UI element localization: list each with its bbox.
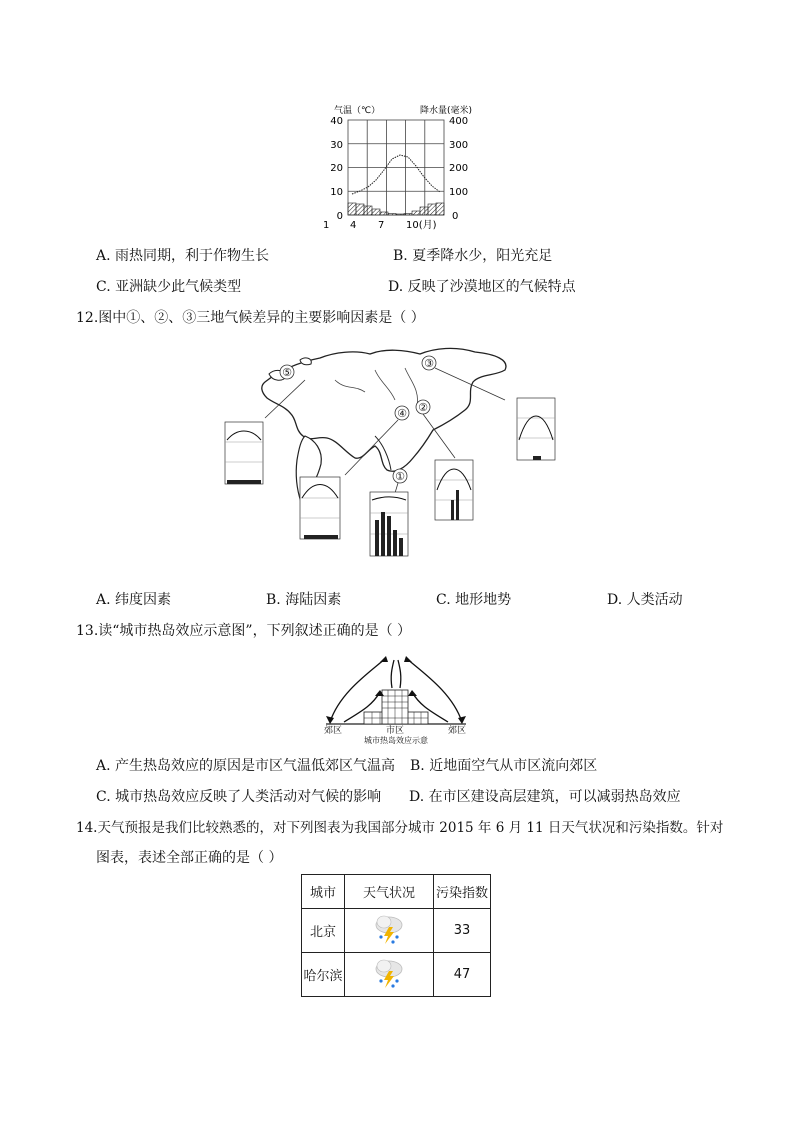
- q12-stem: 12.图中①、②、③三地气候差异的主要影响因素是（ ）: [76, 310, 425, 326]
- diagram-caption: 城市热岛效应示意: [364, 736, 428, 744]
- weather-cell: [345, 909, 434, 953]
- left-tick: 30: [330, 140, 343, 151]
- x-tick: 10(月): [406, 220, 437, 230]
- map-marker-2: ②: [418, 401, 428, 414]
- q12-option-c[interactable]: C. 地形地势: [436, 592, 512, 608]
- pollution-index-cell: 33: [434, 909, 491, 953]
- x-tick: 4: [350, 220, 357, 230]
- right-tick: 0: [452, 211, 459, 222]
- left-tick: 40: [330, 116, 343, 127]
- q11-climate-chart: [322, 102, 482, 230]
- q11-option-a[interactable]: A. 雨热同期，利于作物生长: [96, 248, 270, 264]
- q12-option-a[interactable]: A. 纬度因素: [96, 592, 172, 608]
- q13-option-c[interactable]: C. 城市热岛效应反映了人类活动对气候的影响: [96, 789, 382, 805]
- city-cell: 北京: [302, 909, 345, 953]
- pollution-index-cell: 47: [434, 953, 491, 997]
- q13-option-b[interactable]: B. 近地面空气从市区流向郊区: [410, 758, 598, 774]
- q14-stem-line2: 图表，表述全部正确的是（ ）: [96, 850, 283, 866]
- q14-stem-line1: 14.天气预报是我们比较熟悉的，对下列图表为我国部分城市 2015 年 6 月 11 日天气状况和污染指数。针对: [76, 820, 724, 836]
- q12-option-d[interactable]: D. 人类活动: [607, 592, 683, 608]
- weather-cell: [345, 953, 434, 997]
- q11-option-b[interactable]: B. 夏季降水少，阳光充足: [393, 248, 553, 264]
- right-tick: 300: [449, 140, 469, 151]
- q13-option-a[interactable]: A. 产生热岛效应的原因是市区气温低郊区气温高: [96, 758, 396, 774]
- map-marker-3: ③: [424, 357, 434, 370]
- right-tick: 200: [449, 163, 469, 174]
- map-marker-1: ①: [395, 470, 405, 483]
- header-city: 城市: [302, 875, 345, 909]
- diagram-label-suburb-left: 郊区: [324, 726, 343, 736]
- left-tick: 20: [330, 163, 343, 174]
- q11-option-c[interactable]: C. 亚洲缺少此气候类型: [96, 279, 242, 295]
- q12-world-map-figure: [205, 340, 585, 565]
- city-cell: 哈尔滨: [302, 953, 345, 997]
- thunderstorm-icon: [372, 913, 406, 945]
- q14-weather-table: [301, 874, 491, 997]
- right-tick: 100: [449, 187, 469, 198]
- left-tick: 0: [336, 211, 343, 222]
- right-axis-title: 降水量(毫米): [420, 106, 473, 116]
- diagram-label-suburb-right: 郊区: [448, 726, 467, 736]
- left-axis-title: 气温（℃）: [334, 106, 381, 116]
- q11-option-d[interactable]: D. 反映了沙漠地区的气候特点: [388, 279, 576, 295]
- q13-heat-island-diagram: [320, 652, 472, 744]
- q12-option-b[interactable]: B. 海陆因素: [266, 592, 342, 608]
- q13-option-d[interactable]: D. 在市区建设高层建筑，可以减弱热岛效应: [409, 789, 681, 805]
- q13-stem: 13.读“城市热岛效应示意图”，下列叙述正确的是（ ）: [76, 623, 412, 639]
- right-tick: 400: [449, 116, 469, 127]
- map-marker-5: ⑤: [282, 366, 292, 379]
- x-tick: 1: [323, 220, 330, 230]
- x-tick: 7: [378, 220, 385, 230]
- table-row: [302, 953, 491, 997]
- table-header-row: [302, 875, 491, 909]
- table-row: [302, 909, 491, 953]
- header-weather: 天气状况: [345, 875, 434, 909]
- map-marker-4: ④: [397, 407, 407, 420]
- diagram-label-city: 市区: [386, 726, 405, 736]
- left-tick: 10: [330, 187, 343, 198]
- thunderstorm-icon: [372, 957, 406, 989]
- header-pollution-index: 污染指数: [434, 875, 491, 909]
